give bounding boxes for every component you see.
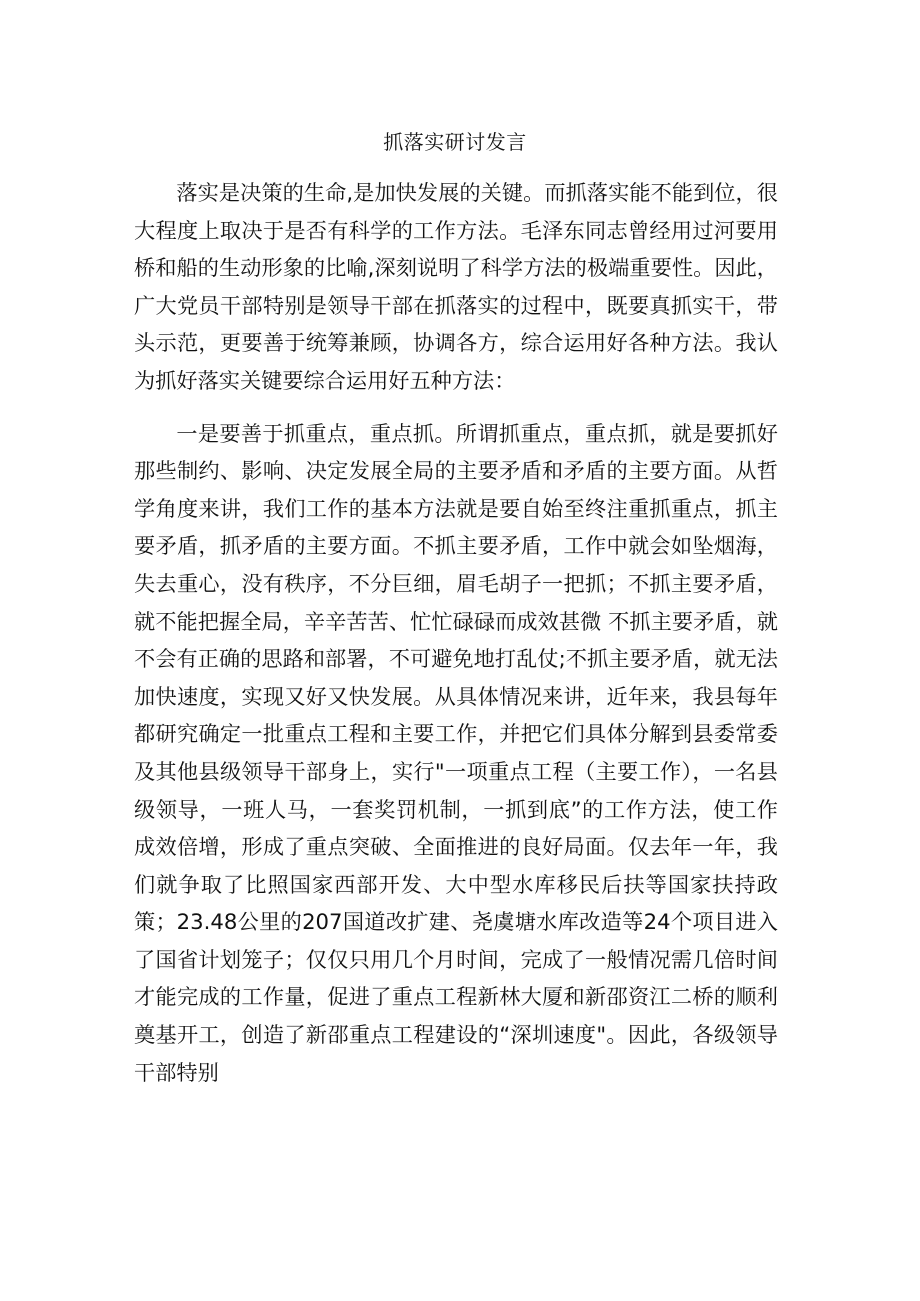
- paragraph-method-one: 一是要善于抓重点，重点抓。所谓抓重点，重点抓，就是要抓好那些制约、影响、决定发展全局的主要矛盾和矛盾的主要方面。从哲学角度来讲，我们工作的基本方法就是要自始至终注重抓重点，抓主要矛盾，抓矛盾的主要方面。不抓主要矛盾，工作中就会如坠烟海，失去重心，没有秩序，不分巨细，眉毛胡子一把抓；不抓主要矛盾，就不能把握全局，辛辛苦苦、忙忙碌碌而成效甚微 不抓主要矛盾，就不会有正确的思路和部署，不可避免地打乱仗;不抓主要矛盾，就无法加快速度，实现又好又快发展。从具体情况来讲，近年来，我县每年都研究确定一批重点工程和主要工作，并把它们具体分解到县委常委及其他县级领导干部身上，实行"一项重点工程（主要工作），一名县级领导，一班人马，一套奖罚机制，一抓到底”的工作方法，使工作成效倍增，形成了重点突破、全面推进的良好局面。仅去年一年，我们就争取了比照国家西部开发、大中型水库移民后扶等国家扶持政策；23.48公里的207国道改扩建、尧虞塘水库改造等24个项目进入了国省计划笼子；仅仅只用几个月时间，完成了一般情况需几倍时间才能完成的工作量，促进了重点工程新林大厦和新邵资江二桥的顺利奠基开工，创造了新邵重点工程建设的“深圳速度"。因此，各级领导干部特别: [134, 420, 778, 1085]
- page-title: 抓落实研讨发言: [383, 130, 527, 154]
- document-body: [134, 174, 778, 1091]
- paragraph-intro: 落实是决策的生命,是加快发展的关键。而抓落实能不能到位，很大程度上取决于是否有科学的工作方法。毛泽东同志曾经用过河要用桥和船的生动形象的比喻,深刻说明了科学方法的极端重要性。因此，广大党员干部特别是领导干部在抓落实的过程中，既要真抓实干，带头示范，更要善于统筹兼顾，协调各方，综合运用好各种方法。我认为抓好落实关键要综合运用好五种方法：: [134, 180, 778, 393]
